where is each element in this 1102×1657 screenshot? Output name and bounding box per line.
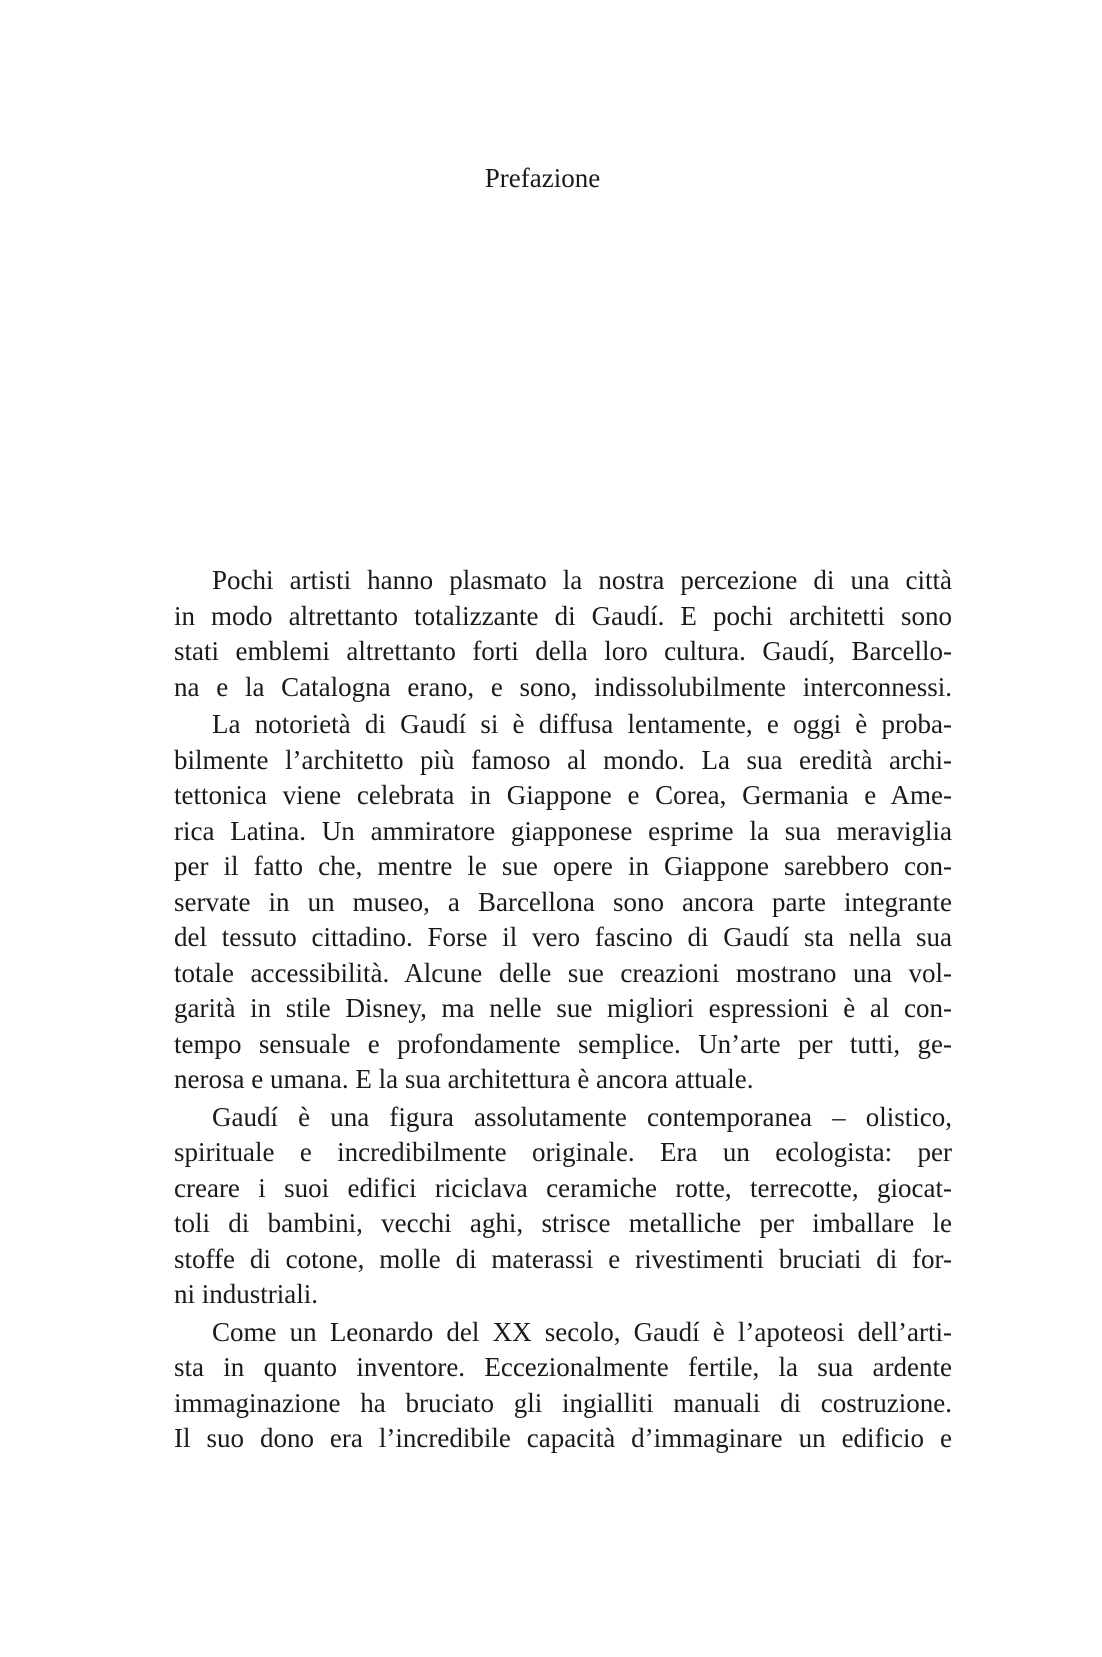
text-line: Gaudí è una figura assolutamente contemporanea – olistico, <box>212 1101 952 1132</box>
text-line: rica Latina. Un ammiratore giapponese esprime la sua meraviglia <box>174 815 952 846</box>
body-text <box>136 563 952 1457</box>
text-line: immaginazione ha bruciato gli ingialliti manuali di costruzione. <box>174 1387 952 1418</box>
text-line: na e la Catalogna erano, e sono, indissolubilmente interconnessi. <box>174 671 952 702</box>
paragraph <box>136 1315 952 1457</box>
paragraph <box>136 563 952 705</box>
text-line: totale accessibilità. Alcune delle sue creazioni mostrano una vol- <box>174 957 952 988</box>
text-line: sta in quanto inventore. Eccezionalmente fertile, la sua ardente <box>174 1352 952 1382</box>
paragraph <box>136 1100 952 1313</box>
text-line: tempo sensuale e profondamente semplice. Un’arte per tutti, ge- <box>174 1028 952 1059</box>
text-line: creare i suoi edifici riciclava ceramiche rotte, terrecotte, giocat- <box>174 1172 952 1203</box>
text-line: stoffe di cotone, molle di materassi e rivestimenti bruciati di for- <box>174 1243 952 1274</box>
text-line: nerosa e umana. E la sua architettura è ancora attuale. <box>174 1064 754 1094</box>
text-line: servate in un museo, a Barcellona sono ancora parte integrante <box>174 886 952 917</box>
text-line: per il fatto che, mentre le sue opere in Giappone sarebbero con- <box>174 851 952 881</box>
text-line: spirituale e incredibilmente originale. Era un ecologista: per <box>174 1137 952 1167</box>
text-line: tettonica viene celebrata in Giappone e Corea, Germania e Ame- <box>174 780 952 810</box>
text-line: La notorietà di Gaudí si è diffusa lentamente, e oggi è proba- <box>212 709 952 739</box>
text-line: del tessuto cittadino. Forse il vero fascino di Gaudí sta nella sua <box>174 922 952 952</box>
text-line: Come un Leonardo del XX secolo, Gaudí è l’apoteosi dell’arti- <box>212 1316 952 1347</box>
text-line: stati emblemi altrettanto forti della loro cultura. Gaudí, Barcello- <box>174 636 952 666</box>
chapter-heading: Prefazione <box>484 163 601 193</box>
text-line: in modo altrettanto totalizzante di Gaudí. E pochi architetti sono <box>174 600 952 631</box>
text-line: ni industriali. <box>174 1279 318 1309</box>
text-line: Pochi artisti hanno plasmato la nostra percezione di una città <box>212 565 952 595</box>
text-line: bilmente l’architetto più famoso al mondo. La sua eredità archi- <box>174 744 952 775</box>
paragraph <box>136 707 952 1098</box>
text-line: garità in stile Disney, ma nelle sue migliori espressioni è al con- <box>174 993 952 1023</box>
text-line: Il suo dono era l’incredibile capacità d’immaginare un edificio e <box>174 1423 952 1453</box>
text-line: toli di bambini, vecchi aghi, strisce metalliche per imballare le <box>174 1208 952 1238</box>
